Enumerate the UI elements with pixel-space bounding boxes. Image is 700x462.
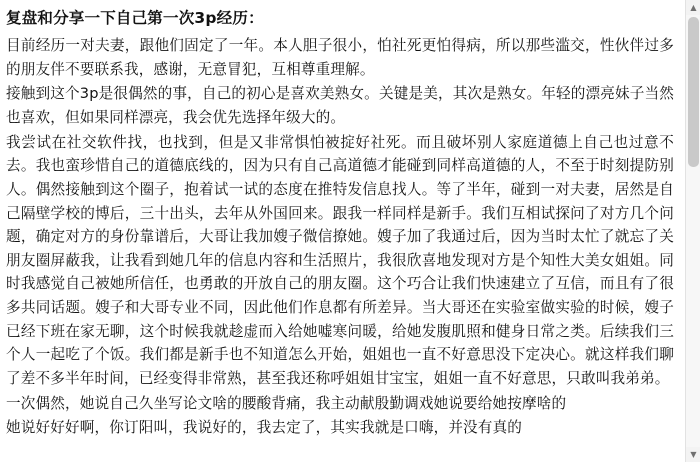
paragraph-2: 接触到这个3p是很偶然的事，自己的初心是喜欢美熟女。关键是美，其次是熟女。年轻的漂亮妹子当然也喜欢，但如果同样漂亮，我会优先选择年级大的。 [6,85,674,126]
scrollbar-thumb[interactable] [688,17,699,167]
paragraph-3: 我尝试在社交软件找，也找到，但是又非常惧怕被掟好社死。而且破坏别人家庭道德上自己也过意不去。我也蛮珍惜自己的道德底线的，因为只有自己高道德才能碰到同样高道德的人，不至于时刻提防别人。偶然接触到这个圈子，抱着试一试的态度在推特发信息找人。等了半年，碰到一对夫妻，居然是自己隔壁学校的博后，三十出头，去年从外国回来。跟我一样同样是新手。我们互相试探问了对方几个问题，确定对方的身份靠谱后，大哥让我加嫂子微信撩她。嫂子加了我通过后，因为当时太忙了就忘了关朋友圈屏蔽我，让我看到她几年的信息内容和生活照片，我很欣喜地发现对方是个知性大美女姐姐。同时我感觉自己被她所信任，也勇敢的开放自己的朋友圈。这个巧合让我们快速建立了互信，而且有了很多共同话题。嫂子和大哥专业不同，因此他们作息都有所差异。当大哥还在实验室做实验的时候，嫂子已经下班在家无聊，这个时候我就趁虚而入给她嘘寒问暖，给她发腹肌照和健身日常之类。后续我们三个人一起吃了个饭。我们都是新手也不知道怎么开始，姐姐也一直不好意思没下定决心。就这样我们聊了差不多半年时间，已经变得非常熟，甚至我还称呼姐姐甘宝宝，姐姐一直不好意思，只敢叫我弟弟。 [6,133,674,387]
vertical-scrollbar[interactable] [685,0,700,462]
scroll-down-arrow-icon[interactable]: ▼ [686,447,700,462]
paragraph-4: 一次偶然，她说自己久坐写论文啥的腰酸背痛，我主动献殷勤调戏她说要给她按摩啥的 [6,394,567,412]
paragraph-1: 目前经历一对夫妻，跟他们固定了一年。本人胆子很小，怕社死更怕得病，所以那些滥交，性伙伴过多的朋友伴不要联系我，感谢，无意冒犯，互相尊重理解。 [6,37,674,78]
paragraph-partial-last: 她说好好好啊，你订阳叫，我说好的，我去定了，其实我就是口嗨，并没有真的 [6,419,523,437]
page-title: 复盘和分享一下自己第一次3p经历： [6,9,264,27]
scroll-up-arrow-icon[interactable]: ▲ [686,0,700,15]
